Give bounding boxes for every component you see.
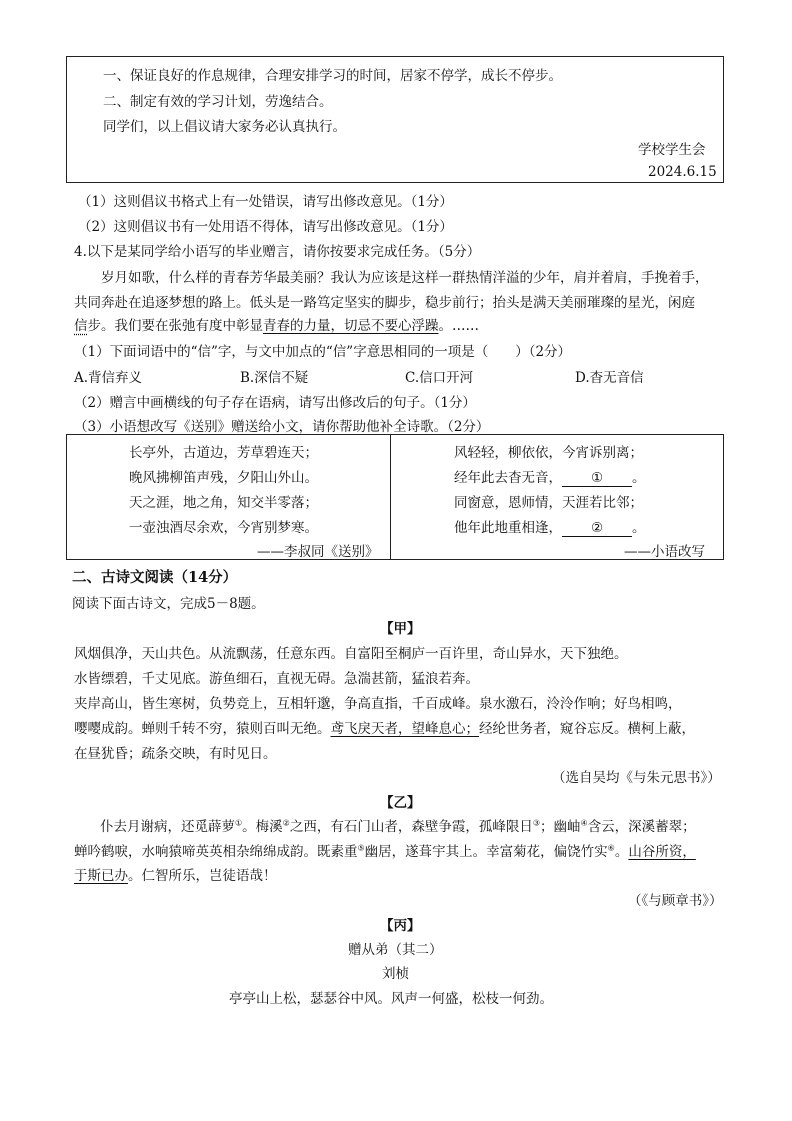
option-d: D.杳无音信 — [575, 370, 644, 386]
option-c: C.信口开河 — [405, 370, 474, 386]
yi-line-1: 仆去月谢病，还觅薜萝①。梅溪②之西，有石门山者，森壁争霞，孤峰限日③；幽岫④含云，深溪蓄翠； — [100, 818, 696, 835]
q4-sub1: （1）下面词语中的“信”字，与文中加点的“信”字意思相同的一项是（ ）（2分） — [74, 344, 572, 360]
q4-stem: 4.以下是某同学给小语写的毕业赠言，请你按要求完成任务。（5分） — [74, 244, 481, 260]
jia-line-4: 嘤嘤成韵。蝉则千转不穷，猿则百叫无绝。鸢飞戾天者，望峰息心；经纶世务者，窥谷忘反。横柯上蔽， — [74, 721, 695, 737]
yi-source: （《与顾章书》） — [628, 893, 723, 909]
q4-para-line1: 岁月如歌，什么样的青春芳华最美丽？我认为应该是这样一群热情洋溢的少年，肩并着肩，手挽着手， — [101, 270, 709, 286]
yi-underlined-1: 山谷所资， — [628, 844, 696, 860]
blank-2[interactable]: ② — [562, 521, 632, 537]
right-poem-source: ——小语改写 — [624, 544, 705, 560]
table-divider — [390, 435, 391, 559]
yi-label: 【乙】 — [380, 795, 421, 811]
right-poem-line-2: 经年此去杳无音， ① 。 — [454, 470, 646, 486]
q4-sub2: （2）赠言中画横线的句子存在语病，请写出修改后的句子。（1分） — [74, 395, 476, 411]
q4-para-line2: 共同奔赴在追逐梦想的路上。低头是一路笃定坚实的脚步，稳步前行；抬头是满天美丽璀璨的星光，闲庭 — [74, 295, 695, 311]
jia-label: 【甲】 — [380, 621, 421, 637]
right-poem-line-4: 他年此地重相逢， ② 。 — [454, 520, 646, 536]
notice-signature: 学校学生会 — [638, 142, 706, 158]
section2-heading: 二、古诗文阅读（14分） — [72, 569, 238, 586]
notice-item-2: 二、制定有效的学习计划，劳逸结合。 — [103, 94, 333, 110]
right-poem-line-1: 风轻轻，柳依依，今宵诉别离； — [454, 445, 643, 461]
jia-underlined: 鸢飞戾天者，望峰息心； — [330, 721, 479, 737]
notice-date: 2024.6.15 — [648, 164, 717, 180]
left-poem-line-2: 晚风拂柳笛声残，夕阳山外山。 — [129, 470, 318, 486]
left-poem-line-1: 长亭外，古道边，芳草碧连天； — [129, 445, 318, 461]
blank-1[interactable]: ① — [562, 471, 632, 487]
q4-para-line3: 信步。我们要在张弛有度中彰显青春的力量，切忌不要心浮躁。…… — [74, 318, 479, 334]
jia-source: （选自吴均《与朱元思书》） — [552, 770, 721, 786]
bing-label: 【丙】 — [380, 918, 421, 934]
bing-line-1: 亭亭山上松，瑟瑟谷中风。风声一何盛，松枝一何劲。 — [229, 991, 553, 1007]
bing-author: 刘桢 — [382, 966, 409, 982]
right-poem-line-3: 同窗意，恩师情，天涯若比邻； — [454, 495, 643, 511]
notice-item-1: 一、保证良好的作息规律，合理安排学习的时间，居家不停学，成长不停步。 — [103, 68, 562, 84]
bing-title: 赠从弟（其二） — [348, 942, 443, 958]
q3-sub2: （2）这则倡议书有一处用语不得体，请写出修改意见。（1分） — [78, 219, 453, 235]
option-b: B.深信不疑 — [240, 370, 309, 386]
jia-line-1: 风烟俱净，天山共色。从流飘荡，任意东西。自富阳至桐庐一百许里，奇山异水，天下独绝。 — [74, 646, 628, 662]
q4-sub3: （3）小语想改写《送别》赠送给小文，请你帮助他补全诗歌。（2分） — [74, 419, 490, 435]
yi-line-3: 于斯已办。仁智所乐，岂徒语哉！ — [74, 868, 277, 884]
underlined-sentence: 青春的力量，切忌不要心浮躁 — [263, 318, 439, 334]
notice-closing: 同学们，以上倡议请大家务必认真执行。 — [103, 119, 346, 135]
left-poem-line-3: 天之涯，地之角，知交半零落； — [129, 495, 318, 511]
option-a: A.背信弃义 — [74, 370, 143, 386]
jia-line-3: 夹岸高山，皆生寒树，负势竞上，互相轩邈，争高直指，千百成峰。泉水激石，泠泠作响；好鸟相鸣， — [74, 696, 682, 712]
yi-line-2: 蝉吟鹤唳，水响猿啼英英相杂绵绵成韵。既素重⑤幽居，遂葺宇其上。幸富菊花，偏饶竹实⑥。山谷所资， — [74, 843, 696, 860]
q3-sub1: （1）这则倡议书格式上有一处错误，请写出修改意见。（1分） — [78, 194, 453, 210]
jia-line-5: 在昼犹昏；疏条交映，有时见日。 — [74, 746, 277, 762]
jia-line-2: 水皆缥碧，千丈见底。游鱼细石，直视无碍。急湍甚箭，猛浪若奔。 — [74, 671, 479, 687]
yi-underlined-2: 于斯已办 — [74, 868, 128, 884]
dotted-character: 信 — [74, 318, 88, 334]
left-poem-source: ——李叔同《送别》 — [257, 544, 379, 560]
section2-intro: 阅读下面古诗文，完成5－8题。 — [72, 596, 265, 612]
left-poem-line-4: 一壶浊酒尽余欢，今宵别梦寒。 — [129, 520, 318, 536]
